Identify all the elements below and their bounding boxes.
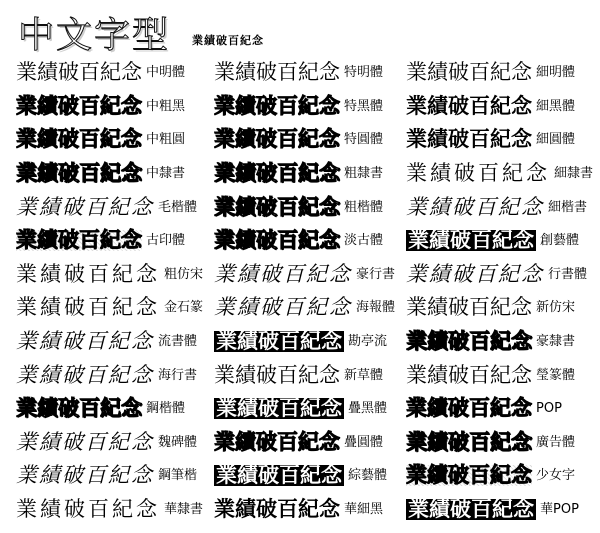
font-sample-text: 業績破百紀念 <box>16 329 154 354</box>
page-title: 中文字型 <box>18 15 171 56</box>
font-sample-text: 業績破百紀念 <box>406 93 532 118</box>
font-name-label: 金石篆 <box>164 300 204 316</box>
font-sample-cell <box>214 56 406 90</box>
font-sample-text: 業績破百紀念 <box>406 60 532 85</box>
font-sample-cell <box>406 493 594 527</box>
font-name-label: 細隸書 <box>554 166 594 182</box>
font-sample-text: 業績破百紀念 <box>214 60 340 85</box>
font-name-label: 海報體 <box>356 300 396 316</box>
font-sample-cell <box>214 459 406 493</box>
font-sample-cell <box>16 90 214 124</box>
font-sample-text: 業績破百紀念 <box>406 362 532 387</box>
font-name-label: 綜藝體 <box>348 468 388 484</box>
font-name-label: 中粗圓 <box>146 132 186 148</box>
font-sample-cell <box>406 426 594 460</box>
font-name-label: POP <box>536 401 562 417</box>
font-sample-cell <box>406 325 594 359</box>
font-sample-cell <box>16 392 214 426</box>
font-sample-cell <box>16 325 214 359</box>
font-sample-text: 業績破百紀念 <box>16 429 154 454</box>
font-sample-cell <box>214 426 406 460</box>
font-sample-cell <box>16 258 214 292</box>
font-name-label: 特明體 <box>344 65 384 81</box>
font-name-label: 少女字 <box>536 468 576 484</box>
font-sample-text: 業績破百紀念 <box>16 228 142 253</box>
font-name-label: 華細黑 <box>344 502 384 518</box>
font-sample-text: 業績破百紀念 <box>408 497 534 522</box>
font-name-label: 行書體 <box>548 266 588 282</box>
font-sample-cell <box>16 493 214 527</box>
font-name-label: 鋼筆楷 <box>158 468 198 484</box>
font-sample-cell <box>406 358 594 392</box>
font-sample-text: 業績破百紀念 <box>214 127 340 152</box>
font-name-label: 中隸書 <box>146 166 186 182</box>
font-sample-text: 業績破百紀念 <box>406 329 532 354</box>
font-name-label: 細黑體 <box>536 98 576 114</box>
font-sample-text: 業績破百紀念 <box>16 93 142 118</box>
font-name-label: 中明體 <box>146 65 186 81</box>
font-sample-cell <box>406 291 594 325</box>
font-sample-text: 業績破百紀念 <box>216 329 342 354</box>
font-name-label: 疊圓體 <box>344 434 384 450</box>
font-sample-cell <box>214 291 406 325</box>
font-sample-text: 業績破百紀念 <box>408 228 534 253</box>
font-name-label: 粗隸書 <box>344 166 384 182</box>
font-sample-text: 業績破百紀念 <box>214 161 340 186</box>
font-sample-text: 業績破百紀念 <box>214 497 340 522</box>
font-name-label: 廣告體 <box>536 434 576 450</box>
page-subtitle: 業績破百紀念 <box>192 34 265 47</box>
font-sample-cell <box>214 493 406 527</box>
font-sample-cell <box>16 426 214 460</box>
font-sample-cell <box>406 123 594 157</box>
font-sample-cell <box>214 224 406 258</box>
font-name-label: 勘亭流 <box>348 334 388 350</box>
font-name-label: 毛楷體 <box>158 199 198 215</box>
font-sample-cell <box>406 90 594 124</box>
font-name-label: 創藝體 <box>540 233 580 249</box>
font-name-label: 華隸書 <box>164 502 204 518</box>
font-sample-text: 業績破百紀念 <box>16 463 154 488</box>
font-sample-cell <box>214 123 406 157</box>
header <box>18 10 264 54</box>
font-sample-cell <box>214 157 406 191</box>
font-sample-text: 業績破百紀念 <box>406 463 532 488</box>
font-sample-cell <box>214 358 406 392</box>
font-sample-cell <box>406 392 594 426</box>
font-name-label: 特圓體 <box>344 132 384 148</box>
font-sample-text: 業績破百紀念 <box>214 295 352 320</box>
font-name-label: 魏碑體 <box>158 434 198 450</box>
font-name-label: 海行書 <box>158 367 198 383</box>
font-sample-text: 業績破百紀念 <box>216 396 342 421</box>
font-name-label: 新草體 <box>344 367 384 383</box>
font-sample-text: 業績破百紀念 <box>16 497 160 522</box>
font-sample-cell <box>16 291 214 325</box>
font-sample-text: 業績破百紀念 <box>406 261 544 286</box>
font-sample-text: 業績破百紀念 <box>16 194 154 219</box>
font-name-label: 疊黑體 <box>348 401 388 417</box>
font-sample-text: 業績破百紀念 <box>214 228 340 253</box>
font-sample-text: 業績破百紀念 <box>214 194 340 219</box>
font-sample-text: 業績破百紀念 <box>406 127 532 152</box>
font-name-label: 細明體 <box>536 65 576 81</box>
font-sample-text: 業績破百紀念 <box>16 60 142 85</box>
font-sample-text: 業績破百紀念 <box>406 295 532 320</box>
font-name-label: 特黑體 <box>344 98 384 114</box>
font-sample-cell <box>406 224 594 258</box>
font-sample-text: 業績破百紀念 <box>16 295 160 320</box>
font-sample-cell <box>214 325 406 359</box>
font-sample-text: 業績破百紀念 <box>406 396 532 421</box>
font-sample-cell <box>16 157 214 191</box>
font-sample-text: 業績破百紀念 <box>16 161 142 186</box>
font-sample-cell <box>214 190 406 224</box>
font-sample-cell <box>16 56 214 90</box>
font-sample-cell <box>406 258 594 292</box>
font-sample-cell <box>406 56 594 90</box>
font-name-label: 豪隸書 <box>536 334 576 350</box>
font-sample-grid <box>16 56 594 526</box>
font-sample-cell <box>406 190 594 224</box>
font-name-label: 中粗黑 <box>146 98 186 114</box>
font-sample-cell <box>214 392 406 426</box>
font-name-label: 古印體 <box>146 233 186 249</box>
font-sample-text: 業績破百紀念 <box>16 261 160 286</box>
font-name-label: 淡古體 <box>344 233 384 249</box>
font-name-label: 瑩篆體 <box>536 367 576 383</box>
font-name-label: 粗楷體 <box>344 199 384 215</box>
font-name-label: 鋼楷體 <box>146 401 186 417</box>
font-sample-cell <box>16 358 214 392</box>
font-sample-cell <box>214 258 406 292</box>
font-name-label: 流書體 <box>158 334 198 350</box>
font-sample-text: 業績破百紀念 <box>406 429 532 454</box>
font-name-label: 粗仿宋 <box>164 266 204 282</box>
font-sample-cell <box>16 224 214 258</box>
font-sample-text: 業績破百紀念 <box>16 396 142 421</box>
font-sample-cell <box>16 123 214 157</box>
font-name-label: 新仿宋 <box>536 300 576 316</box>
font-name-label: 細圓體 <box>536 132 576 148</box>
font-sample-cell <box>16 190 214 224</box>
font-sample-text: 業績破百紀念 <box>406 194 544 219</box>
font-name-label: 華POP <box>540 502 579 518</box>
font-name-label: 細楷書 <box>548 199 588 215</box>
font-sample-text: 業績破百紀念 <box>214 362 340 387</box>
font-sample-text: 業績破百紀念 <box>16 362 154 387</box>
font-sample-text: 業績破百紀念 <box>214 429 340 454</box>
font-sample-text: 業績破百紀念 <box>406 161 550 186</box>
font-sample-cell <box>214 90 406 124</box>
font-sample-cell <box>16 459 214 493</box>
font-sample-text: 業績破百紀念 <box>216 463 342 488</box>
font-sample-text: 業績破百紀念 <box>214 261 352 286</box>
font-name-label: 豪行書 <box>356 266 396 282</box>
font-sample-text: 業績破百紀念 <box>214 93 340 118</box>
font-sample-cell <box>406 459 594 493</box>
font-sample-cell <box>406 157 594 191</box>
font-sample-text: 業績破百紀念 <box>16 127 142 152</box>
